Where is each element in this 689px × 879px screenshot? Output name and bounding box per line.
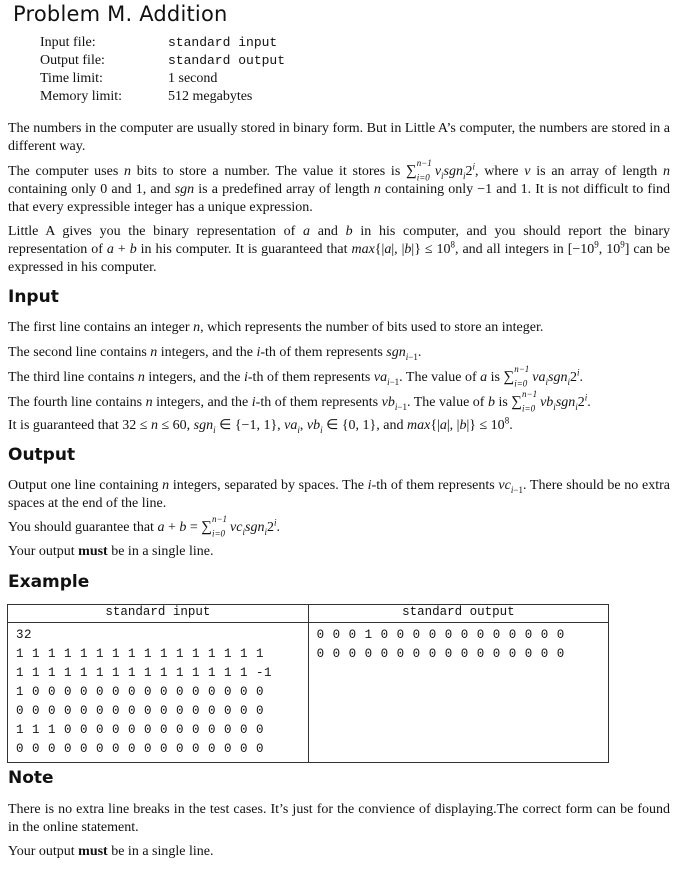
example-table: [7, 604, 609, 763]
input-line-3: The third line contains n integers, and the i-th of them represents $va_{i-1}$. The value of a is ∑$^{n-1}$ $_{i=0}$ $va_isgn_i2^i$.: [8, 364, 584, 389]
input-line: 1 1 1 1 1 1 1 1 1 1 1 1 1 1 1 -1: [16, 666, 273, 680]
statement-paragraph-1: The numbers in the computer are usually stored in binary form. But in Little A’s computer, the numbers are stored in a different way.: [8, 121, 670, 154]
meta-label: Output file:: [40, 53, 105, 68]
input-line-5: It is guaranteed that 32 ≤ n ≤ 60, sgn$_i$ ∈ {−1, 1}, $va_i$, $vb_i$ ∈ {0, 1}, and max{|a|, $|b|\} \le 10^8$.: [8, 415, 513, 435]
output-line-3: Your output must be in a single line.: [8, 544, 214, 559]
example-output-cell: [308, 623, 608, 763]
problem-title: Problem M. Addition: [13, 2, 228, 26]
input-line: 1 1 1 0 0 0 0 0 0 0 0 0 0 0 0 0: [16, 723, 265, 737]
meta-input-file: [40, 34, 285, 52]
meta-label: Time limit:: [40, 71, 103, 86]
example-input-header: standard input: [8, 605, 309, 623]
output-heading: Output: [8, 445, 76, 465]
input-line-4: The fourth line contains n integers, and the i-th of them represents $vb_{i-1}$. The value of b is ∑$^{n-1}$ $_{i=0}$ $vb_isgn_i2^i$.: [8, 389, 591, 414]
input-heading: Input: [8, 287, 59, 307]
input-line: 0 0 0 0 0 0 0 0 0 0 0 0 0 0 0 0: [16, 742, 265, 756]
output-line-1: Output one line containing n integers, separated by spaces. The i-th of them represents $vc_{i-1}$. There should be no extra spaces at the end of the line.: [8, 478, 670, 511]
meta-value: standard input: [168, 35, 278, 50]
meta-value: standard output: [168, 53, 286, 68]
output-line: 0 0 0 0 0 0 0 0 0 0 0 0 0 0 0 0: [316, 647, 565, 661]
output-line: 0 0 0 1 0 0 0 0 0 0 0 0 0 0 0 0: [316, 628, 565, 642]
meta-label: Input file:: [40, 35, 96, 50]
statement-paragraph-2: The computer uses n bits to store a number. The value it stores is ∑$^{n-1}$ $_{i=0}$ $v_isgn_i2^i$, where v is an array of length n containing only 0 and 1, and sgn is a predefined array of length n containing only −1 and 1. It is not difficult to find that every expressible integer has a unique expression.: [8, 158, 670, 215]
example-input-cell: [8, 623, 309, 763]
note-paragraph-1: There is no extra line breaks in the test cases. It’s just for the convience of displaying.The correct form can be found in the online statement.: [8, 802, 670, 835]
example-heading: Example: [8, 572, 90, 592]
input-line-1: The first line contains an integer n, which represents the number of bits used to store an integer.: [8, 320, 544, 335]
note-heading: Note: [8, 768, 54, 788]
meta-value: 512 megabytes: [168, 89, 253, 104]
meta-output-file: [40, 52, 285, 70]
meta-time-limit: [40, 70, 285, 88]
meta-label: Memory limit:: [40, 89, 123, 104]
input-line: 0 0 0 0 0 0 0 0 0 0 0 0 0 0 0 0: [16, 704, 265, 718]
input-line-2: The second line contains n integers, and the i-th of them represents sgn$_{i-1}$.: [8, 345, 422, 362]
problem-limits: [40, 34, 285, 106]
input-line: 1 1 1 1 1 1 1 1 1 1 1 1 1 1 1 1: [16, 647, 265, 661]
meta-memory-limit: [40, 88, 285, 106]
meta-value: 1 second: [168, 71, 218, 86]
note-paragraph-2: Your output must be in a single line.: [8, 844, 214, 859]
input-line: 1 0 0 0 0 0 0 0 0 0 0 0 0 0 0 0: [16, 685, 265, 699]
statement-paragraph-3: Little A gives you the binary representation of a and b in his computer, and you should report the binary representation of a + b in his computer. It is guaranteed that max{|a|, $|b|\} \le 10^8$, and all integers in [$-10^9$, $10^9$] can be expressed in his computer.: [8, 224, 670, 275]
example-output-header: standard output: [308, 605, 608, 623]
output-line-2: You should guarantee that a + b = ∑$^{n-1}$ $_{i=0}$ $vc_isgn_i2^i$.: [8, 514, 280, 539]
input-line: 32: [16, 628, 33, 642]
